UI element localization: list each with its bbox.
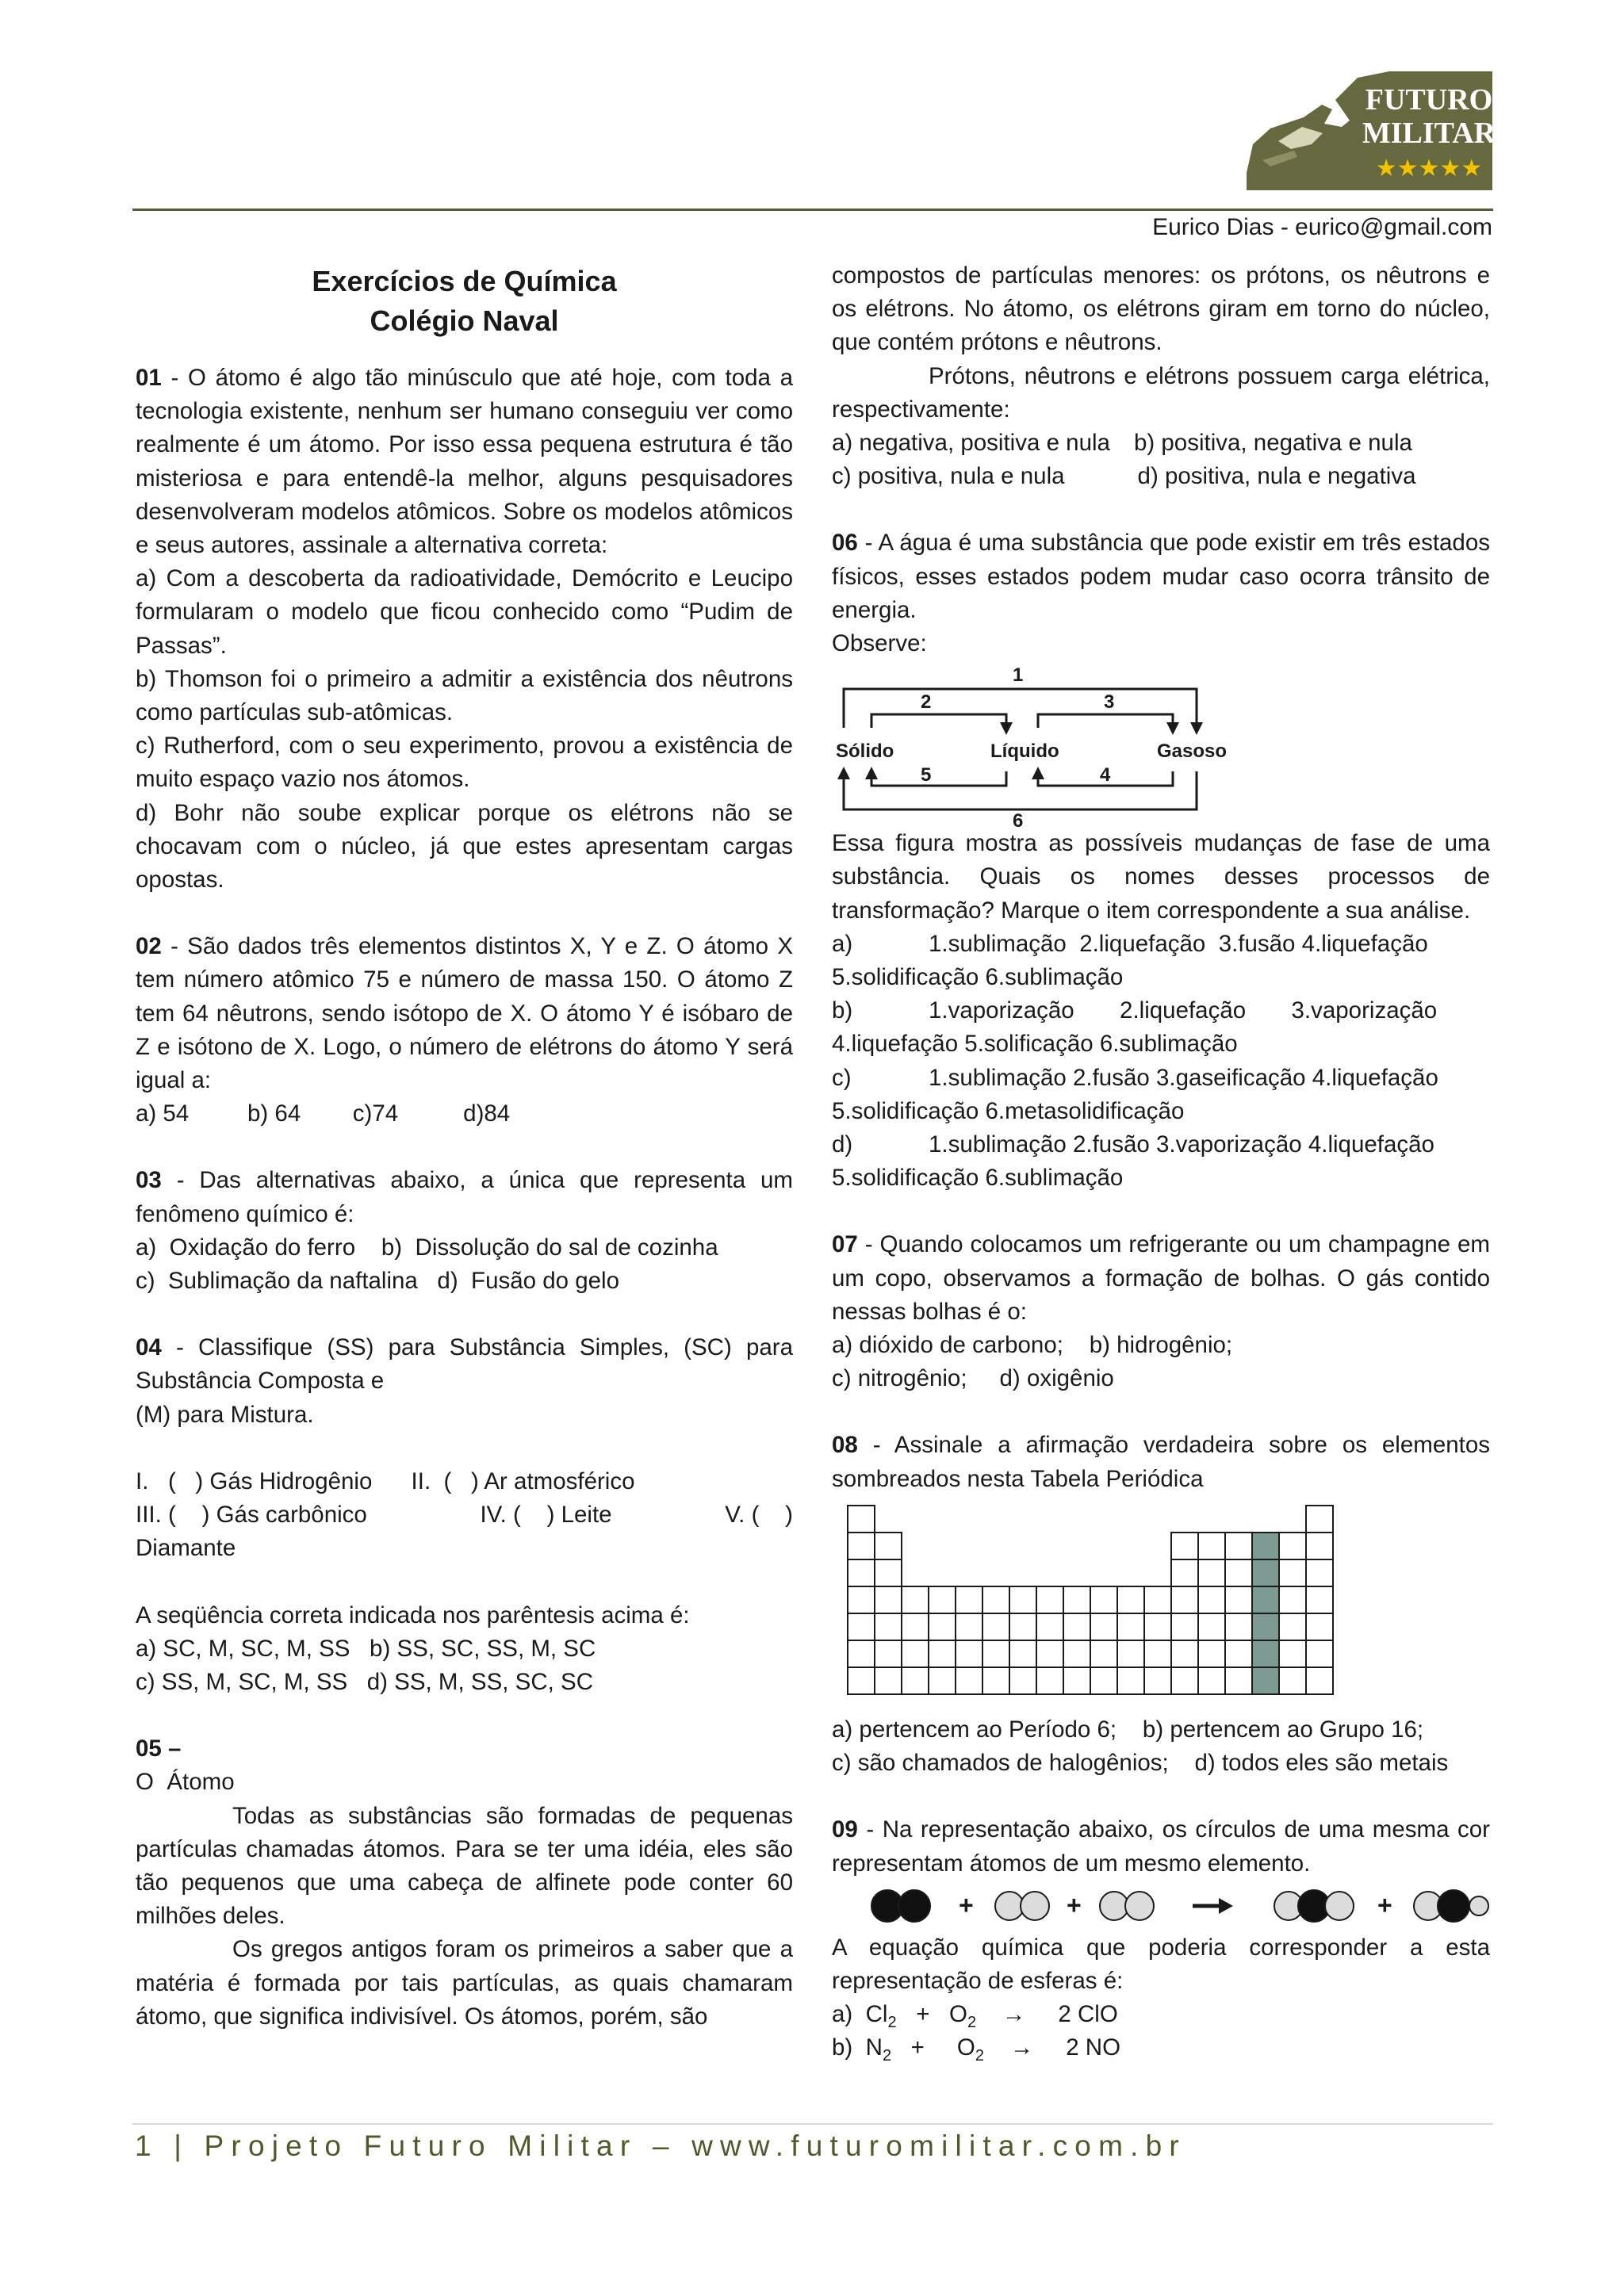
- option-b: b) positiva, negativa e nula: [1133, 430, 1412, 457]
- periodic-cell: [848, 1533, 875, 1559]
- label-6: 6: [1013, 810, 1024, 828]
- option-line-2: 5.solidificação 6.metasolidificação: [832, 1097, 1185, 1124]
- periodic-cell: [1117, 1613, 1144, 1640]
- periodic-cell: [848, 1586, 875, 1613]
- options-line-1: a) Oxidação do ferro b) Dissolução do sal de cozinha: [136, 1234, 718, 1261]
- author-line: Eurico Dias - eurico@gmail.com: [1152, 214, 1492, 240]
- periodic-cell: [1198, 1559, 1225, 1586]
- periodic-cell: [1117, 1667, 1144, 1694]
- periodic-cell: [1117, 1586, 1144, 1613]
- options-line: a) 54 b) 64 c)74 d)84: [136, 1100, 511, 1127]
- option-d: d) Bohr não soube explicar porque os elétrons não se chocavam com o núcleo, já que estes apresentam cargas opostas.: [136, 799, 793, 894]
- question-07: [832, 1228, 1490, 1329]
- label-solid: Sólido: [836, 740, 894, 763]
- item-iii: III. ( ) Gás carbônico: [136, 1502, 367, 1529]
- options-line-1: a) SC, M, SC, M, SS b) SS, SC, SS, M, SC: [136, 1635, 596, 1662]
- question-number: 04: [136, 1334, 162, 1361]
- question-text: - Assinale a afirmação verdadeira sobre os elementos sombreados nesta Tabela Periódica: [832, 1432, 1490, 1492]
- option-label: d): [832, 1131, 853, 1158]
- periodic-cell-shaded: [1252, 1559, 1279, 1586]
- logo-graphic: [1247, 71, 1492, 190]
- periodic-cell: [848, 1559, 875, 1586]
- periodic-cell: [875, 1559, 902, 1586]
- question-text: - Classifique (SS) para Substância Simples, (SC) para Substância Composta e: [136, 1334, 794, 1395]
- paragraph-1: Todas as substâncias são formadas de pequenas partículas chamadas átomos. Para se ter uma idéia, eles são tão pequenos que uma cabeça de alfinete pode conter 60 milhões deles.: [136, 1802, 793, 1930]
- periodic-cell: [1225, 1533, 1252, 1559]
- options-line-2: c) Sublimação da naftalina d) Fusão do gelo: [136, 1268, 620, 1295]
- option-a: a) negativa, positiva e nula: [832, 430, 1110, 457]
- paragraph-2-continued: compostos de partículas menores: os prótons, os nêutrons e os elétrons. No átomo, os elétrons giram em torno do núcleo, que contém prótons e nêutrons.: [832, 262, 1490, 356]
- option-a-part: → 2 ClO: [976, 2001, 1118, 2028]
- periodic-cell: [1306, 1506, 1333, 1533]
- periodic-cell: [929, 1613, 956, 1640]
- periodic-cell: [1198, 1613, 1225, 1640]
- periodic-cell: [956, 1640, 982, 1667]
- label-4: 4: [1100, 764, 1111, 786]
- question-text-2: (M) para Mistura.: [136, 1401, 314, 1428]
- option-a: [832, 1998, 1490, 2031]
- option-b: [832, 994, 1490, 1027]
- question-text: - A água é uma substância que pode existir em três estados físicos, esses estados podem mudar caso ocorra trânsito de energia.: [832, 530, 1490, 623]
- periodic-cell: [902, 1640, 929, 1667]
- periodic-cell: [1144, 1586, 1171, 1613]
- periodic-cell: [1279, 1613, 1306, 1640]
- option-label: c): [832, 1064, 852, 1091]
- periodic-cell: [1009, 1667, 1036, 1694]
- periodic-cell: [1279, 1586, 1306, 1613]
- periodic-cell: [929, 1640, 956, 1667]
- question-03: [136, 1164, 793, 1230]
- subscript: 2: [975, 2047, 984, 2065]
- periodic-cell: [982, 1613, 1009, 1640]
- periodic-cell: [848, 1613, 875, 1640]
- option-a: [832, 928, 1490, 961]
- periodic-cell: [956, 1613, 982, 1640]
- periodic-cell: [902, 1667, 929, 1694]
- logo: [1247, 71, 1492, 190]
- periodic-cell-shaded: [1252, 1667, 1279, 1694]
- periodic-cell: [1144, 1667, 1171, 1694]
- question-text: - Na representação abaixo, os círculos de uma mesma cor representam átomos de um mesmo elemento.: [832, 1816, 1490, 1877]
- question-prompt: A equação química que poderia corresponder a esta representação de esferas é:: [832, 1934, 1490, 1994]
- periodic-cell: [1225, 1586, 1252, 1613]
- label-liquid: Líquido: [990, 740, 1059, 763]
- options-line-1: a) pertencem ao Período 6; b) pertencem ao Grupo 16;: [832, 1716, 1424, 1743]
- periodic-cell: [1306, 1667, 1333, 1694]
- question-number: 03: [136, 1167, 162, 1194]
- periodic-cell: [1171, 1613, 1198, 1640]
- periodic-cell: [982, 1640, 1009, 1667]
- periodic-cell: [875, 1667, 902, 1694]
- periodic-cell: [1036, 1613, 1063, 1640]
- option-label: b): [832, 997, 853, 1024]
- periodic-cell: [982, 1586, 1009, 1613]
- footer-rule: [132, 2123, 1493, 2125]
- question-number: 02: [136, 933, 162, 960]
- option-a-part: a) Cl: [832, 2001, 888, 2028]
- question-02: [136, 930, 793, 1097]
- periodic-cell: [1171, 1640, 1198, 1667]
- option-line-2: 5.solidificação 6.sublimação: [832, 1165, 1124, 1192]
- periodic-cell: [1279, 1533, 1306, 1559]
- periodic-cell: [875, 1586, 902, 1613]
- page-footer: 1 | Projeto Futuro Militar – www.futuromilitar.com.br: [135, 2130, 1186, 2162]
- question-text: - São dados três elementos distintos X, Y e Z. O átomo X tem número atômico 75 e número de massa 150. O átomo Z tem 64 nêutrons, sendo isótopo de X. O átomo Y é isóbaro de Z e isótono de X. Logo, o número de elétrons do átomo Y será igual a:: [136, 933, 794, 1094]
- item-iv: IV. ( ) Leite: [480, 1502, 612, 1529]
- options-line-2: c) nitrogênio; d) oxigênio: [832, 1365, 1114, 1392]
- periodic-cell: [1306, 1559, 1333, 1586]
- label-3: 3: [1104, 691, 1115, 714]
- label-1: 1: [1013, 664, 1024, 687]
- plus-sign: +: [959, 1890, 974, 1919]
- periodic-cell: [1225, 1559, 1252, 1586]
- question-08: [832, 1429, 1490, 1495]
- periodic-cell: [1090, 1667, 1117, 1694]
- periodic-cell-shaded: [1252, 1613, 1279, 1640]
- periodic-cell: [1306, 1640, 1333, 1667]
- observe-label: Observe:: [832, 630, 927, 657]
- logo-stars: ★★★★★: [1375, 155, 1483, 182]
- option-line-1: 1.vaporização 2.liquefação 3.vaporização: [929, 997, 1438, 1024]
- option-b-part: b) N: [832, 2034, 883, 2061]
- periodic-cell-shaded: [1252, 1533, 1279, 1559]
- option-a: a) Com a descoberta da radioatividade, Demócrito e Leucipo formularam o modelo que ficou conhecido como “Pudim de Passas”.: [136, 565, 793, 659]
- periodic-cell: [848, 1667, 875, 1694]
- periodic-cell: [1144, 1640, 1171, 1667]
- periodic-cell: [1009, 1640, 1036, 1667]
- periodic-cell: [1198, 1667, 1225, 1694]
- periodic-cell: [1198, 1586, 1225, 1613]
- periodic-cell: [1198, 1640, 1225, 1667]
- option-line-2: 5.solidificação 6.sublimação: [832, 964, 1124, 991]
- subscript: 2: [887, 2014, 897, 2031]
- subscript: 2: [967, 2014, 977, 2031]
- plus-sign: +: [1377, 1890, 1392, 1919]
- periodic-cell: [1306, 1586, 1333, 1613]
- right-column: [832, 259, 1490, 2065]
- option-d: d) positiva, nula e negativa: [1137, 463, 1416, 490]
- question-prompt: A seqüência correta indicada nos parêntesis acima é:: [136, 1601, 690, 1628]
- subscript: 2: [882, 2047, 892, 2065]
- option-b: b) Thomson foi o primeiro a admitir a existência dos nêutrons como partículas sub-atômicas.: [136, 665, 793, 726]
- periodic-cell: [1171, 1667, 1198, 1694]
- periodic-cell-shaded: [1252, 1640, 1279, 1667]
- options-line-2: c) são chamados de halogênios; d) todos eles são metais: [832, 1750, 1449, 1777]
- option-c: c) positiva, nula e nula: [832, 463, 1065, 490]
- paragraph-3: Prótons, nêutrons e elétrons possuem carga elétrica, respectivamente:: [832, 362, 1490, 423]
- periodic-cell: [1117, 1640, 1144, 1667]
- option-c: c) Rutherford, com o seu experimento, provou a existência de muito espaço vazio nos átomos.: [136, 733, 793, 793]
- question-subtitle: O Átomo: [136, 1769, 235, 1796]
- periodic-cell: [1036, 1667, 1063, 1694]
- option-b: [832, 2031, 1490, 2064]
- question-number: 06: [832, 530, 858, 557]
- periodic-cell: [875, 1640, 902, 1667]
- sphere-reaction-figure: [832, 1881, 1490, 1931]
- periodic-cell-shaded: [1252, 1586, 1279, 1613]
- periodic-cell: [1063, 1613, 1090, 1640]
- question-05: [136, 1732, 793, 1766]
- title-line-2: Colégio Naval: [370, 304, 559, 337]
- periodic-cell: [929, 1667, 956, 1694]
- question-01: [136, 362, 793, 562]
- periodic-cell: [1198, 1533, 1225, 1559]
- q05-options-row-2: [832, 460, 1490, 493]
- options-line-2: c) SS, M, SC, M, SS d) SS, M, SS, SC, SC: [136, 1668, 593, 1695]
- periodic-cell: [1090, 1586, 1117, 1613]
- periodic-cell: [1306, 1613, 1333, 1640]
- phase-change-diagram: [832, 660, 1490, 827]
- periodic-cell: [1279, 1559, 1306, 1586]
- label-gas: Gasoso: [1157, 740, 1228, 763]
- periodic-cell: [848, 1506, 875, 1533]
- plus-sign: +: [1067, 1890, 1082, 1919]
- periodic-cell: [956, 1667, 982, 1694]
- question-number: 08: [832, 1432, 858, 1459]
- logo-text-futuro: FUTURO: [1365, 83, 1492, 117]
- left-column: [136, 262, 793, 2034]
- periodic-cell: [1090, 1640, 1117, 1667]
- periodic-cell: [875, 1613, 902, 1640]
- option-line-1: 1.sublimação 2.liquefação 3.fusão 4.liquefação: [929, 930, 1428, 957]
- periodic-cell: [1009, 1613, 1036, 1640]
- question-prompt: Essa figura mostra as possíveis mudanças de fase de uma substância. Quais os nomes desses processos de transformação? Marque o item correspondente a sua análise.: [832, 830, 1490, 924]
- question-text: - O átomo é algo tão minúsculo que até hoje, com toda a tecnologia existente, nenhum ser humano conseguiu ver como realmente é um átomo. Por isso essa pequena estrutura é tão misteriosa e para entendê-la melhor, alguns pesquisadores desenvolveram modelos atômicos. Sobre os modelos atômicos e seus autores, assinale a alternativa correta:: [136, 365, 793, 559]
- logo-text-militar: MILITAR: [1362, 117, 1492, 150]
- option-b-part: → 2 NO: [983, 2034, 1121, 2061]
- q05-options-row-1: [832, 427, 1490, 460]
- periodic-cell: [1279, 1640, 1306, 1667]
- periodic-cell: [1063, 1667, 1090, 1694]
- question-04: [136, 1331, 793, 1398]
- question-text: - Das alternativas abaixo, a única que representa um fenômeno químico é:: [136, 1167, 793, 1227]
- option-line-1: 1.sublimação 2.fusão 3.vaporização 4.liquefação: [929, 1131, 1434, 1158]
- periodic-cell: [1306, 1533, 1333, 1559]
- question-number: 05 –: [136, 1735, 182, 1762]
- periodic-table-figure: [832, 1504, 1490, 1709]
- item-v: V. ( ): [725, 1502, 793, 1529]
- periodic-cell: [902, 1613, 929, 1640]
- question-09: [832, 1813, 1490, 1880]
- question-number: 01: [136, 365, 162, 391]
- periodic-cell: [1036, 1586, 1063, 1613]
- periodic-cell: [956, 1586, 982, 1613]
- options-line-1: a) dióxido de carbono; b) hidrogênio;: [832, 1332, 1233, 1359]
- periodic-cell: [902, 1586, 929, 1613]
- periodic-cell: [1036, 1640, 1063, 1667]
- option-label: a): [832, 930, 853, 957]
- periodic-cell: [982, 1667, 1009, 1694]
- paragraph-2: Os gregos antigos foram os primeiros a saber que a matéria é formada por tais partículas, as quais chamaram átomo, que significa indivisível. Os átomos, porém, são: [136, 1936, 793, 2030]
- items-line-1: I. ( ) Gás Hidrogênio II. ( ) Ar atmosférico: [136, 1468, 635, 1494]
- title-line-1: Exercícios de Química: [312, 265, 617, 297]
- periodic-cell: [1171, 1586, 1198, 1613]
- option-c: [832, 1062, 1490, 1095]
- periodic-cell: [1225, 1640, 1252, 1667]
- page-title: [136, 262, 793, 341]
- periodic-cell: [1009, 1586, 1036, 1613]
- periodic-cell: [1171, 1559, 1198, 1586]
- periodic-cell: [1225, 1613, 1252, 1640]
- periodic-cell: [1171, 1533, 1198, 1559]
- periodic-cell: [875, 1533, 902, 1559]
- label-5: 5: [921, 764, 932, 786]
- option-d: [832, 1128, 1490, 1161]
- header-rule: [132, 209, 1493, 211]
- periodic-cell: [848, 1640, 875, 1667]
- periodic-cell: [1144, 1613, 1171, 1640]
- option-line-1: 1.sublimação 2.fusão 3.gaseificação 4.liquefação: [929, 1064, 1438, 1091]
- question-number: 09: [832, 1816, 858, 1843]
- periodic-cell: [1090, 1613, 1117, 1640]
- periodic-cell: [1225, 1667, 1252, 1694]
- items-line-3: Diamante: [136, 1535, 236, 1562]
- option-b-part: + O: [891, 2034, 975, 2061]
- question-text: - Quando colocamos um refrigerante ou um champagne em um copo, observamos a formação de bolhas. O gás contido nessas bolhas é o:: [832, 1231, 1490, 1325]
- periodic-cell: [1063, 1640, 1090, 1667]
- periodic-cell: [1063, 1586, 1090, 1613]
- option-a-part: + O: [896, 2001, 967, 2028]
- items-line-2: [136, 1498, 793, 1532]
- label-2: 2: [921, 691, 932, 714]
- periodic-cell: [1279, 1667, 1306, 1694]
- periodic-cell: [929, 1586, 956, 1613]
- question-06: [832, 526, 1490, 627]
- option-line-2: 4.liquefação 5.solificação 6.sublimação: [832, 1031, 1238, 1058]
- reaction-arrow-icon: [1193, 1898, 1233, 1914]
- question-number: 07: [832, 1231, 858, 1258]
